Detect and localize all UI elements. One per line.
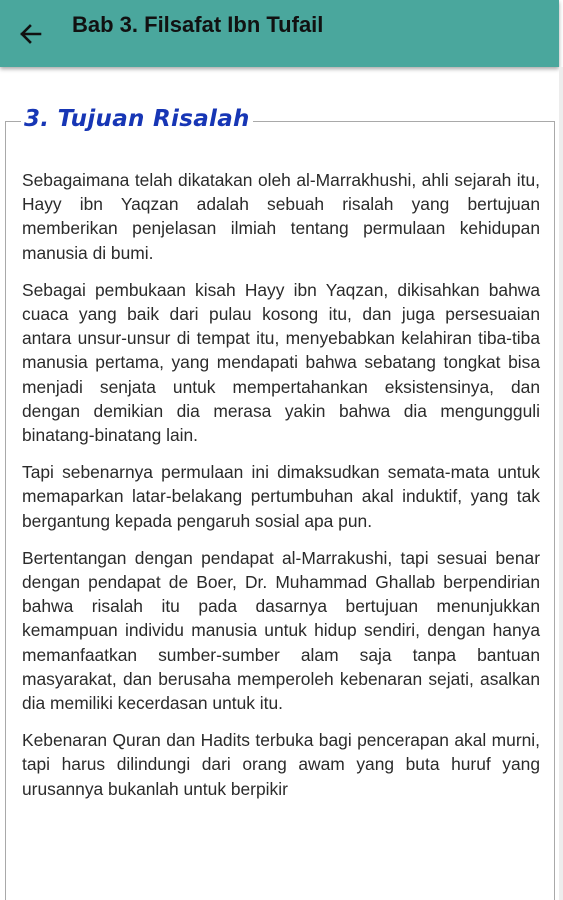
page-title: Bab 3. Filsafat Ibn Tufail	[72, 12, 324, 37]
paragraph: Sebagaimana telah dikatakan oleh al-Marrakhushi, ahli sejarah itu, Hayy ibn Yaqzan adalah sebuah risalah yang bertujuan memberikan penjelasan ilmiah tentang permulaan kehidupan manusia di bumi.	[22, 170, 540, 263]
paragraph: Sebagai pembukaan kisah Hayy ibn Yaqzan, dikisahkan bahwa cuaca yang baik dari pulau kosong itu, dan juga persesuaian antara unsur-unsur di tempat itu, menyebabkan kelahiran tiba-tiba manusia pertama, yang mendapati bahwa sebatang tongkat bisa menjadi senjata untuk mempertahankan eksistensinya, dan dengan demikian dia merasa yakin bahwa dia mengungguli binatang-binatang lain.	[22, 279, 540, 446]
article-body	[22, 168, 540, 814]
paragraph: Bertentangan dengan pendapat al-Marrakushi, tapi sesuai benar dengan pendapat de Boer, Dr. Muhammad Ghallab berpendirian bahwa risalah itu pada dasarnya bertujuan menunjukkan kemampuan individu manusia untuk hidup sendiri, dengan hanya memanfaatkan sumber-sumber alam saja tanpa bantuan masyarakat, dan berusaha memperoleh kebenaran sejati, asalkan dia memiliki kecerdasan untuk itu.	[22, 547, 540, 714]
paragraph: Tapi sebenarnya permulaan ini dimaksudkan semata-mata untuk memaparkan latar-belakang pertumbuhan akal induktif, yang tak bergantung kepada pengaruh sosial apa pun.	[22, 462, 540, 531]
arrow-left-icon	[14, 18, 46, 50]
back-button[interactable]	[14, 18, 46, 50]
app-bar	[0, 0, 559, 67]
section-heading: 3. Tujuan Risalah	[21, 106, 253, 132]
paragraph: Kebenaran Quran dan Hadits terbuka bagi pencerapan akal murni, tapi harus dilindungi dari orang awam yang buta huruf yang urusannya bukanlah untuk berpikir	[22, 730, 540, 799]
scroll-edge	[559, 67, 563, 900]
